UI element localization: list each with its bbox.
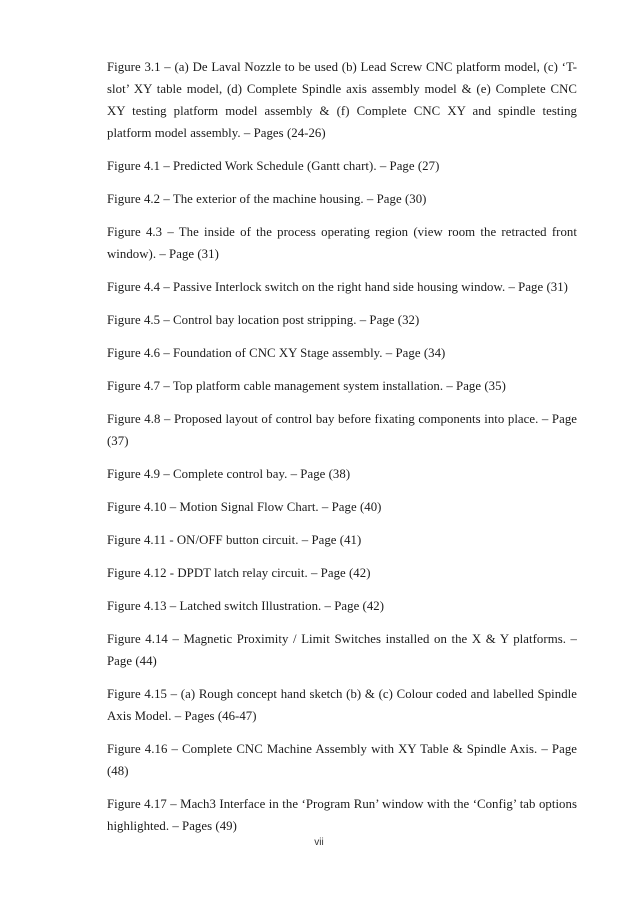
page-number: vii	[314, 837, 324, 848]
figure-entry-4-4: Figure 4.4 – Passive Interlock switch on the right hand side housing window. – Page (31)	[107, 280, 568, 294]
figure-entry-4-14: Figure 4.14 – Magnetic Proximity / Limit Switches installed on the X & Y platforms. – Page (44)	[107, 632, 577, 668]
list-of-figures	[107, 56, 577, 848]
figure-entry-4-3: Figure 4.3 – The inside of the process operating region (view room the retracted front window). – Page (31)	[107, 225, 577, 261]
figure-entry-4-6: Figure 4.6 – Foundation of CNC XY Stage assembly. – Page (34)	[107, 346, 446, 360]
figure-entry-4-15: Figure 4.15 – (a) Rough concept hand sketch (b) & (c) Colour coded and labelled Spindle Axis Model. – Pages (46-47)	[107, 687, 577, 723]
figure-entry-4-1: Figure 4.1 – Predicted Work Schedule (Gantt chart). – Page (27)	[107, 159, 440, 173]
figure-entry-4-9: Figure 4.9 – Complete control bay. – Page (38)	[107, 467, 351, 481]
figure-entry-4-16: Figure 4.16 – Complete CNC Machine Assembly with XY Table & Spindle Axis. – Page (48)	[107, 742, 577, 778]
figure-entry-4-12: Figure 4.12 - DPDT latch relay circuit. – Page (42)	[107, 566, 371, 580]
figure-entry-3-1: Figure 3.1 – (a) De Laval Nozzle to be used (b) Lead Screw CNC platform model, (c) ‘T-slot’ XY table model, (d) Complete Spindle axis assembly model & (e) Complete CNC XY testing platform model assembly & (f) Complete CNC XY and spindle testing platform model assembly. – Pages (24-26)	[107, 60, 577, 140]
figure-entry-4-13: Figure 4.13 – Latched switch Illustration. – Page (42)	[107, 599, 385, 613]
figure-entry-4-17: Figure 4.17 – Mach3 Interface in the ‘Program Run’ window with the ‘Config’ tab options highlighted. – Pages (49)	[107, 797, 577, 833]
figure-entry-4-10: Figure 4.10 – Motion Signal Flow Chart. – Page (40)	[107, 500, 382, 514]
figure-entry-4-11: Figure 4.11 - ON/OFF button circuit. – Page (41)	[107, 533, 362, 547]
figure-entry-4-7: Figure 4.7 – Top platform cable management system installation. – Page (35)	[107, 379, 506, 393]
figure-entry-4-2: Figure 4.2 – The exterior of the machine housing. – Page (30)	[107, 192, 427, 206]
figure-entry-4-8: Figure 4.8 – Proposed layout of control bay before fixating components into place. – Page (37)	[107, 412, 577, 448]
figure-entry-4-5: Figure 4.5 – Control bay location post stripping. – Page (32)	[107, 313, 420, 327]
